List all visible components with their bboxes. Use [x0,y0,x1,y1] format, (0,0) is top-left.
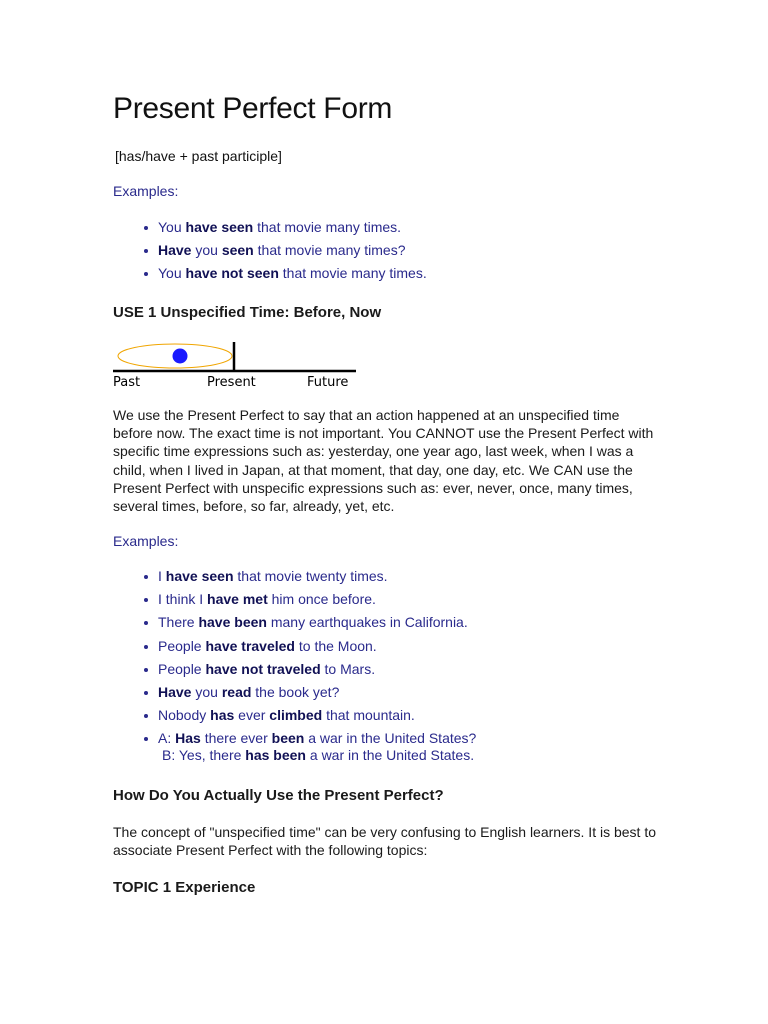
example-verb-phrase: have been [198,614,267,631]
example-item [113,684,476,701]
examples-label-1: Examples: [113,183,179,199]
timeline-past-label: Past [113,375,141,390]
example-text: Nobody [158,707,211,724]
example-item [113,661,476,678]
example-verb-phrase: have seen [185,219,254,235]
example-item [113,707,476,724]
example-verb-phrase: Have [158,683,192,700]
how-paragraph: The concept of "unspecified time" can be very confusing to English learners. It is best to associate Present Perfect with the following topics: [113,824,657,859]
example-text: B: Yes, there [162,747,246,764]
example-item [113,614,476,631]
example-item [113,568,476,585]
example-text: People [158,637,206,654]
example-verb-phrase: have not seen [185,265,279,281]
example-verb-phrase: have seen [165,568,234,584]
examples-list-2 [113,568,476,771]
example-verb-phrase: climbed [269,707,323,724]
example-text: I [158,568,166,584]
example-text: A: [158,730,176,747]
timeline-diagram [113,340,358,392]
page-title: Present Perfect Form [113,92,393,125]
example-verb-phrase: have not traveled [205,660,321,677]
example-text: to Mars. [320,660,376,677]
how-heading: How Do You Actually Use the Present Perfect? [113,787,444,804]
example-text: him once before. [267,591,376,608]
timeline-present-label: Present [207,375,256,390]
example-text: a war in the United States? [304,730,477,747]
use1-paragraph: We use the Present Perfect to say that an action happened at an unspecified time before now. The exact time is not important. You CANNOT use the Present Perfect with specific time expressions such as: yesterday, one year ago, last week, when I was a child, when I lived in Japan, at that moment, that day, one day, etc. We CAN use the Present Perfect with unspecific expressions such as: ever, never, once, many times, several times, before, so far, already, yet, etc. [113,407,654,515]
example-verb-phrase: Have [158,242,192,258]
example-item [113,219,427,236]
example-verb-phrase: seen [221,242,254,258]
example-text: I think I [158,591,208,608]
example-item [113,730,476,764]
example-text: there ever [200,730,272,747]
example-item [113,638,476,655]
example-verb-phrase: Has [175,730,201,747]
example-second-line [158,747,476,764]
examples-label-2: Examples: [113,533,179,549]
example-verb-phrase: have met [207,591,268,608]
example-verb-phrase: has been [245,747,306,764]
example-text: You [158,265,186,281]
example-text: ever [234,707,270,724]
example-text: that movie many times? [253,242,406,258]
example-item [113,242,427,259]
example-text: that movie many times. [253,219,402,235]
example-text: People [158,660,206,677]
example-text: you [191,683,222,700]
example-verb-phrase: have traveled [205,637,295,654]
example-text: to the Moon. [294,637,377,654]
use1-heading: USE 1 Unspecified Time: Before, Now [113,304,382,321]
example-text: You [158,219,186,235]
example-text: you [191,242,222,258]
example-text: many earthquakes in California. [266,614,468,631]
example-verb-phrase: been [271,730,305,747]
example-text: that movie many times. [278,265,427,281]
example-text: that mountain. [322,707,415,724]
form-formula: [has/have + past participle] [115,148,282,164]
example-item [113,591,476,608]
example-verb-phrase: read [221,683,252,700]
example-item [113,265,427,282]
example-text: the book yet? [251,683,340,700]
topic1-heading: TOPIC 1 Experience [113,879,256,896]
example-text: a war in the United States. [306,747,475,764]
example-text: There [158,614,199,631]
example-verb-phrase: has [210,707,235,724]
action-dot [173,349,188,364]
example-text: that movie twenty times. [233,568,388,584]
timeline-future-label: Future [307,375,349,390]
examples-list-1 [113,219,427,288]
